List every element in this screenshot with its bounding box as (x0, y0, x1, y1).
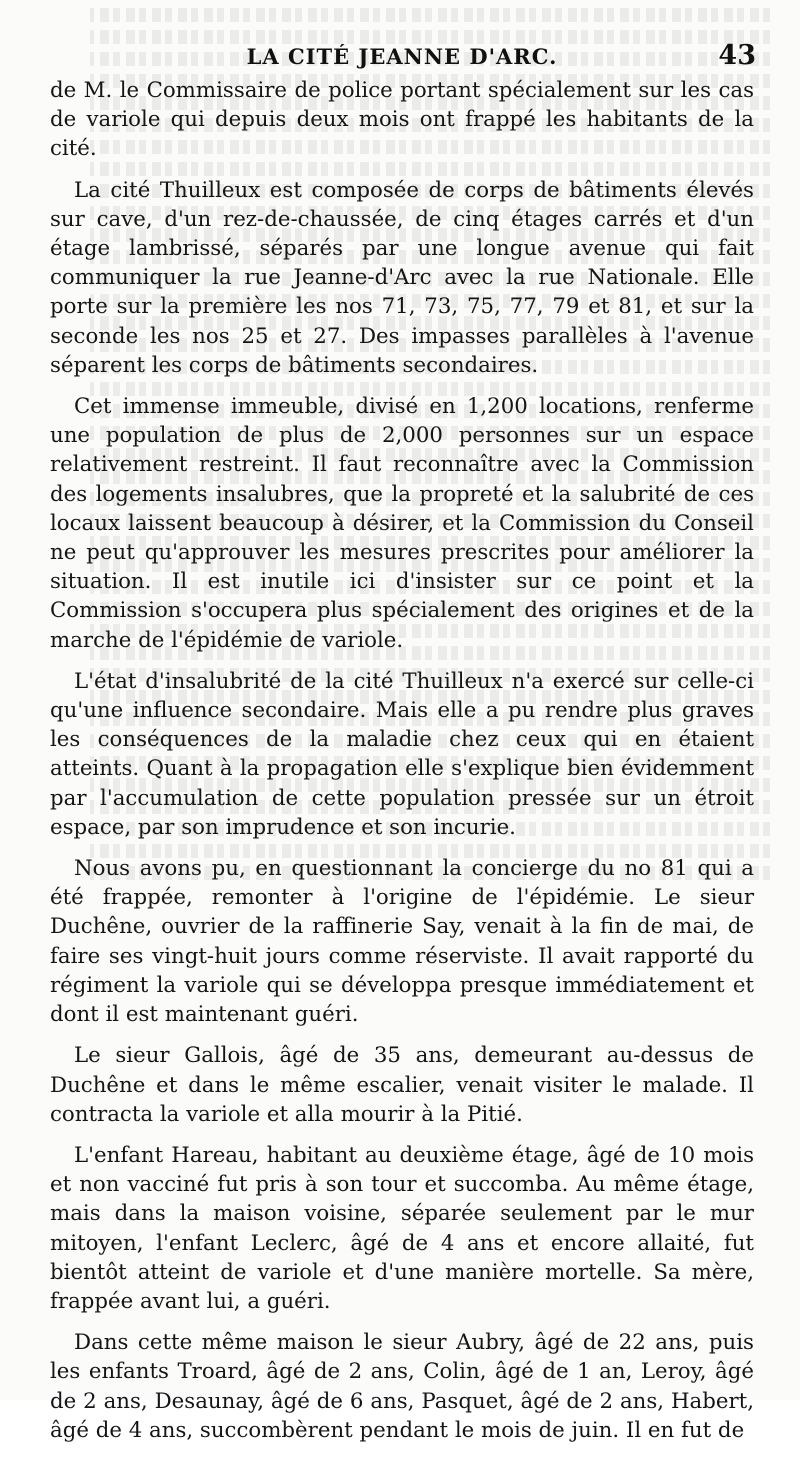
paragraph: Nous avons pu, en questionnant la concierge du no 81 qui a été frappée, remonter à l'origine de l'épidémie. Le sieur Duchêne, ouvrier de la raffinerie Say, venait à la fin de mai, de faire ses vingt-huit jours comme réserviste. Il avait rapporté du régiment la variole qui se développa presque immédiatement et dont il est maintenant guéri. (50, 856, 754, 1028)
running-title: LA CITÉ JEANNE D'ARC. (246, 44, 558, 69)
paragraph-continued: de M. le Commissaire de police portant spécialement sur les cas de variole qui depuis deux mois ont frappé les habitants de la cité. (50, 78, 754, 162)
page-number: 43 (718, 40, 756, 71)
paragraph: Dans cette même maison le sieur Aubry, âgé de 22 ans, puis les enfants Troard, âgé de 2 ans, Colin, âgé de 1 an, Leroy, âgé de 2 ans, Desaunay, âgé de 6 ans, Pasquet, âgé de 2 ans, Habert, âgé de 4 ans, succombèrent pendant le mois de juin. Il en fut de (50, 1330, 754, 1443)
paragraph: La cité Thuilleux est composée de corps de bâtiments élevés sur cave, d'un rez-de-chaussée, de cinq étages carrés et d'un étage lambrissé, séparés par une longue avenue qui fait communiquer la rue Jeanne-d'Arc avec la rue Nationale. Elle porte sur la première les nos 71, 73, 75, 77, 79 et 81, et sur la seconde les nos 25 et 27. Des impasses parallèles à l'avenue séparent les corps de bâtiments secondaires. (50, 177, 754, 378)
paragraph: L'état d'insalubrité de la cité Thuilleux n'a exercé sur celle-ci qu'une influence secondaire. Mais elle a pu rendre plus graves les conséquences de la maladie chez ceux qui en étaient atteints. Quant à la propagation elle s'explique bien évidemment par l'accumulation de cette population pressée sur un étroit espace, par son imprudence et son incurie. (50, 668, 754, 840)
body-text (50, 76, 754, 1457)
paragraph: Cet immense immeuble, divisé en 1,200 locations, renferme une population de plus de 2,000 personnes sur un espace relativement restreint. Il faut reconnaître avec la Commission des logements insalubres, que la propreté et la salubrité de ces locaux laissent beaucoup à désirer, et la Commission du Conseil ne peut qu'approuver les mesures prescrites pour améliorer la situation. Il est inutile ici d'insister sur ce point et la Commission s'occupera plus spécialement des origines et de la marche de l'épidémie de variole. (50, 394, 754, 653)
paragraph: L'enfant Hareau, habitant au deuxième étage, âgé de 10 mois et non vacciné fut pris à son tour et succomba. Au même étage, mais dans la maison voisine, séparée seulement par le mur mitoyen, l'enfant Leclerc, âgé de 4 ans et encore allaité, fut bientôt atteint de variole et d'une manière mortelle. Sa mère, frappée avant lui, a guéri. (50, 1142, 754, 1314)
page-header (48, 40, 756, 74)
paragraph: Le sieur Gallois, âgé de 35 ans, demeurant au-dessus de Duchêne et dans le même escalier, venait visiter le malade. Il contracta la variole et alla mourir à la Pitié. (50, 1043, 754, 1127)
